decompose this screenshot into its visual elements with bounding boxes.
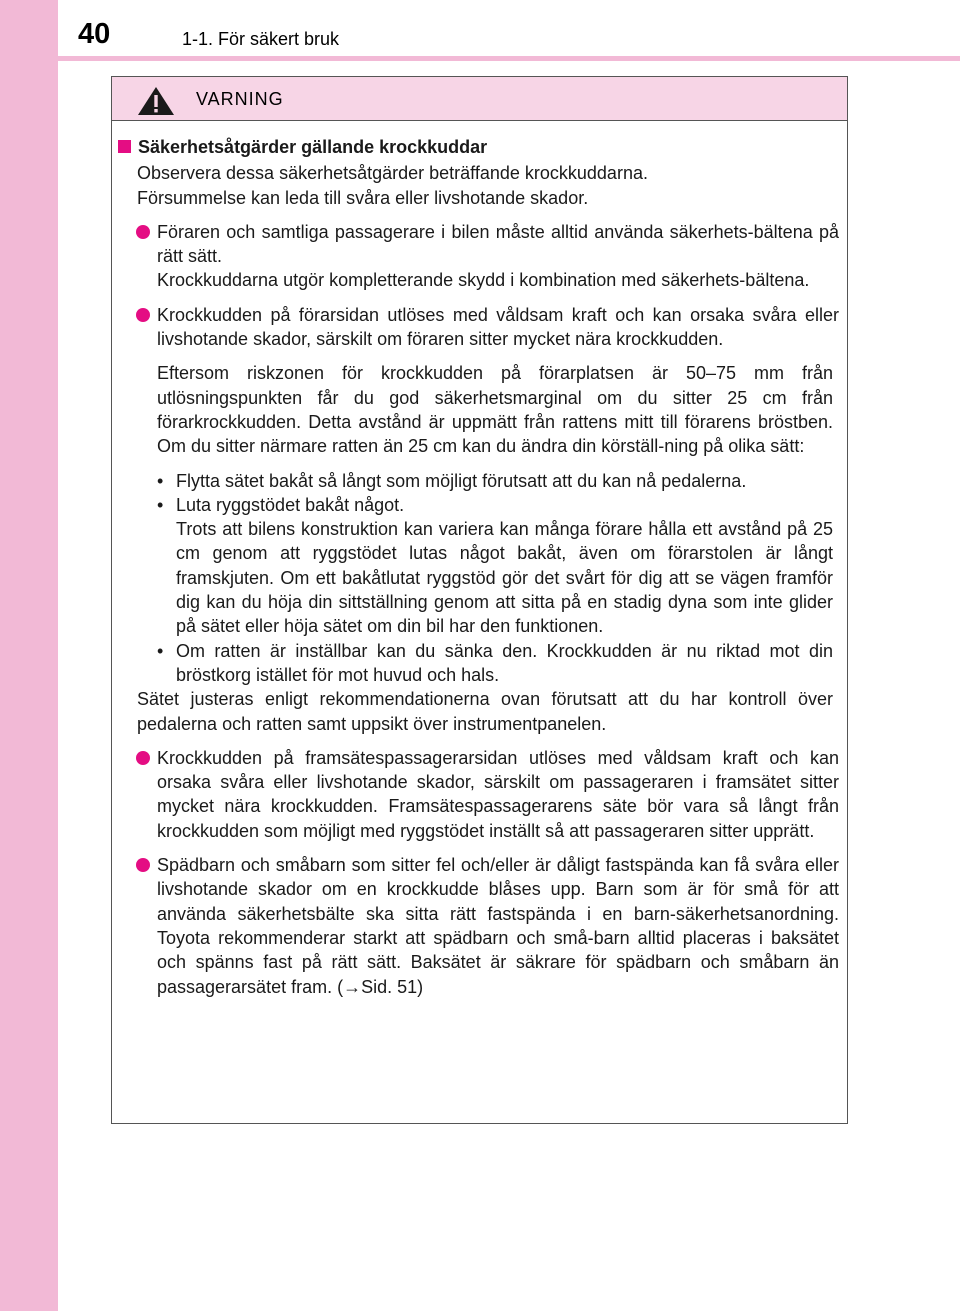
list-item — [157, 303, 839, 352]
warning-header — [112, 77, 847, 121]
list-item — [157, 220, 839, 293]
circle-bullet-icon — [136, 751, 150, 765]
list-item-text: Spädbarn och småbarn som sitter fel och/eller är dåligt fastspända kan få svåra eller livshotande skador om en krockkudde blåses upp. Barn som är för små för att använda säkerhetsbälte ska sitta rätt fastspända i en barn-säkerhetsanordning. Toyota rekommenderar starkt att spädbarn och små-barn alltid placeras i baksätet och spänns fast på rätt sätt. Baksätet är säkrare för spädbarn och småbarn än passagerarsätet fram. (→Sid. 51) — [157, 855, 839, 997]
list-item-text: Föraren och samtliga passagerare i bilen måste alltid använda säkerhets-bältena på rätt sätt. — [157, 221, 839, 267]
list-item-text: Krockkudden på förarsidan utlöses med våldsam kraft och kan orsaka svåra eller livshotande skador, särskilt om föraren sitter mycket nära krockkudden. — [157, 304, 839, 350]
list-item-text: Om ratten är inställbar kan du sänka den. Krockkudden är nu riktad mot din bröstkorg istället för mot huvud och hals. — [176, 640, 833, 685]
bullet-mark: • — [157, 470, 164, 491]
list-item — [157, 853, 839, 999]
list-item — [157, 746, 839, 843]
warning-content — [112, 135, 847, 999]
list-item-subtext: Trots att bilens konstruktion kan variera kan många förare hålla ett avstånd på 25 cm genom att ryggstödet lutas något bakåt, även om förarstolen är långt framskjuten. Om ett bakåtlutat ryggstöd gör det svårt för dig att se vägen framför dig kan du höja din sittställning genom att sitta på en stadig dyna som inte glider på sätet eller höja sätet om din bil har den funktionen. — [176, 519, 833, 637]
square-bullet-icon — [118, 140, 131, 153]
warning-title: VARNING — [196, 89, 284, 109]
list-item-text: Luta ryggstödet bakåt något. — [176, 494, 405, 515]
list-item-text: Flytta sätet bakåt så långt som möjligt förutsatt att du kan nå pedalerna. — [176, 470, 747, 491]
after-list-text: Sätet justeras enligt rekommendationerna ovan förutsatt att du har kontroll över pedalerna och ratten samt uppsikt över instrumentpanelen. — [137, 689, 833, 734]
warning-box — [111, 76, 848, 1124]
circle-bullet-icon — [136, 308, 150, 322]
header-rule — [58, 56, 960, 61]
intro-line: Försummelse kan leda till svåra eller livshotande skador. — [137, 187, 589, 208]
warning-heading — [112, 135, 847, 159]
list-item-text: Krockkudden på framsätespassagerarsidan utlöses med våldsam kraft och kan orsaka svåra eller livshotande skador, särskilt om passageraren i framsätet sitter mycket nära krockkudden. Framsätespassagerarens säte bör vara så långt från krockkudden som möjligt med ryggstödet inställt så att passageraren sitter upprätt. — [157, 747, 839, 841]
side-color-bar — [0, 0, 58, 1311]
warning-heading-text: Säkerhetsåtgärder gällande krockkuddar — [138, 137, 488, 157]
intro-line: Observera dessa säkerhetsåtgärder beträffande krockkuddarna. — [137, 163, 648, 184]
warning-triangle-icon — [136, 85, 176, 117]
list-item — [157, 639, 833, 688]
list-item-text: Krockkuddarna utgör kompletterande skydd i kombination med säkerhets-bältena. — [157, 270, 810, 291]
list-item — [157, 469, 833, 493]
distance-paragraph: Eftersom riskzonen för krockkudden på förarplatsen är 50–75 mm från utlösningspunkten får du god säkerhetsmarginal om du sitter 25 cm från förarkrockkudden. Detta avstånd är uppmätt från rattens mitt till förarens bröstben. Om du sitter närmare ratten än 25 cm kan du ändra din körställ-ning på olika sätt: — [157, 363, 833, 457]
intro-text — [137, 161, 833, 210]
bullet-mark: • — [157, 494, 164, 515]
circle-bullet-icon — [136, 858, 150, 872]
section-title: 1-1. För säkert bruk — [182, 29, 340, 49]
page-number: 40 — [78, 18, 111, 50]
adjustment-list — [157, 469, 833, 688]
list-item — [157, 493, 833, 639]
circle-bullet-icon — [136, 225, 150, 239]
bullet-mark: • — [157, 640, 164, 661]
